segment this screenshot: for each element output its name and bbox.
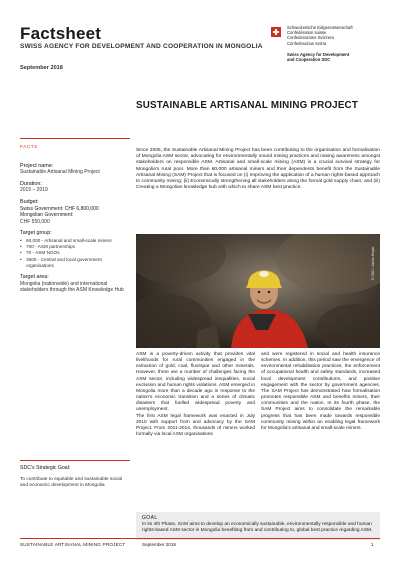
- target-area-fact: [20, 274, 130, 294]
- project-title: SUSTAINABLE ARTISANAL MINING PROJECT: [136, 100, 359, 111]
- body-column-right: [261, 352, 380, 432]
- body-paragraph: and were registered in social and health insurance schemes. In addition, this period saw the emergence of environmental rehabilitation practices, the enforcement of occupational health and safety standards, increased local development contributions, and positive engagement with the sector by government agencies. The SAM Project has demonstrated how formalisation promotes responsible ASM and benefits miners, their communities and the nation. In its fourth phase, the SAM Project aims to consolidate the remarkable progress that has been made towards responsible community mining within an enabling legal framework for Mongolia's artisanal and small-scale miners.: [261, 352, 380, 431]
- project-name-value: Sustainable Artisanal Mining Project: [20, 169, 100, 176]
- facts-heading: FACTS: [20, 144, 38, 149]
- photo-credit: © SDC / Jakob Jesper: [371, 246, 375, 280]
- list-item: • 60,000 - Artisanal and small-scale miners: [20, 238, 130, 244]
- sidebar-divider: [20, 460, 130, 461]
- body-column-left: [136, 352, 255, 438]
- footer-date: September 2018: [142, 542, 176, 547]
- strategic-goal-section: [20, 460, 130, 489]
- sidebar-divider: [20, 138, 130, 139]
- duration-label: Duration:: [20, 180, 42, 187]
- intro-paragraph: Since 2005, the Sustainable Artisanal Mining Project has been contributing to the organisation and formalisation of Mongolia ASM sector, advocating for environmentally sound mining practices and raising awareness amongst stakeholders on responsible ASM. Artisanal and small-scale mining (ASM) is a crucial survival strategy for Mongolia's rural poor. More than 60,000 artisanal miners and their dependents benefit from the Sustainable Artisanal Mining (SAM) Project that is focused on (i) Improving the application of a human rights-based approach to community mining; (ii) Economically strengthening all stakeholders along the formal gold supply chain; and (iii) Creating a Mongolian knowledge hub with which to share ASM best practice.: [136, 148, 380, 191]
- budget-line: CHF 550,000: [20, 218, 50, 225]
- facts-sidebar: [20, 138, 130, 299]
- budget-line: Mongolian Government:: [20, 212, 74, 219]
- miner-illustration: [136, 234, 380, 348]
- page-header: [0, 0, 400, 80]
- target-area-value: Mongolia (nationwide) and international stakeholders through the ASM Knowledge Hub: [20, 280, 124, 294]
- confederation-line: Confédération suisse: [287, 30, 327, 36]
- duration-fact: [20, 181, 130, 194]
- target-group-label: Target group:: [20, 230, 52, 237]
- body-paragraph: The first ASM legal framework was enacted in July 2010 with support from and advocacy by the SAM Project. From 2011-2014, thousands of miners worked formally via local ASM organisations: [136, 413, 255, 438]
- goal-text: In its 4th Phase, SAM aims to develop an economically sustainable, environmentally responsible and human rights-based ASM sector in Mongolia benefiting from and contributing to, global best practice regarding ASM.: [142, 522, 373, 533]
- header-date: September 2018: [20, 65, 63, 71]
- target-area-label: Target area:: [20, 273, 49, 280]
- budget-label: Budget:: [20, 198, 39, 205]
- strategic-goal-label: SDC's Strategic Goal:: [20, 465, 71, 471]
- sdc-name: [287, 52, 349, 62]
- sdc-line: and Cooperation SDC: [287, 57, 331, 63]
- confederation-line: Confederazione Svizzera: [287, 35, 334, 41]
- list-item: • 3600 - Central and local government organisations: [20, 257, 130, 269]
- target-group-fact: [20, 230, 130, 269]
- target-group-list: [20, 238, 130, 269]
- project-name-label: Project name:: [20, 162, 54, 169]
- body-paragraph: ASM is a poverty-driven activity that provides vital livelihoods for rural communities engaged in the extraction of gold, coal, fluorspar and other minerals. However, there are a number of challenges facing the ASM sector, including widespread inequalities, social exclusion and human rights violations. ASM emerged in Mongolia more than a decade ago in response to the nation's economic transition and a series of climatic disasters that fuelled widespread poverty and unemployment.: [136, 352, 255, 413]
- confederation-names: [287, 25, 353, 46]
- confederation-line: Schweizerische Eidgenossenschaft: [287, 25, 353, 30]
- footer-divider: [20, 538, 380, 539]
- footer-project: SUSTAINABLE ARTISANAL MINING PROJECT: [20, 542, 126, 547]
- miner-photo: [136, 234, 380, 348]
- duration-value: 2015 – 2019: [20, 187, 48, 194]
- page-number: 1: [371, 542, 374, 547]
- goal-box: [136, 512, 380, 540]
- list-item: • 70 - ASM NGOs: [20, 250, 130, 256]
- doc-type-title: Factsheet: [20, 24, 102, 43]
- strategic-goal-value: To contribute to equitable and sustainable social and economic development in Mongolia: [20, 477, 123, 489]
- budget-fact: [20, 199, 130, 225]
- project-name-fact: [20, 163, 130, 176]
- goal-heading: GOAL: [142, 515, 158, 521]
- agency-name: SWISS AGENCY FOR DEVELOPMENT AND COOPERATION IN MONGOLIA: [20, 43, 263, 50]
- budget-line: Swiss Government: CHF 6,800,000: [20, 205, 99, 212]
- swiss-cross-icon: [271, 27, 281, 37]
- list-item: • 700 - ASM partnerships: [20, 244, 130, 250]
- sdc-line: Swiss Agency for Development: [287, 52, 350, 57]
- confederation-line: Confederaziun svizra: [287, 40, 327, 46]
